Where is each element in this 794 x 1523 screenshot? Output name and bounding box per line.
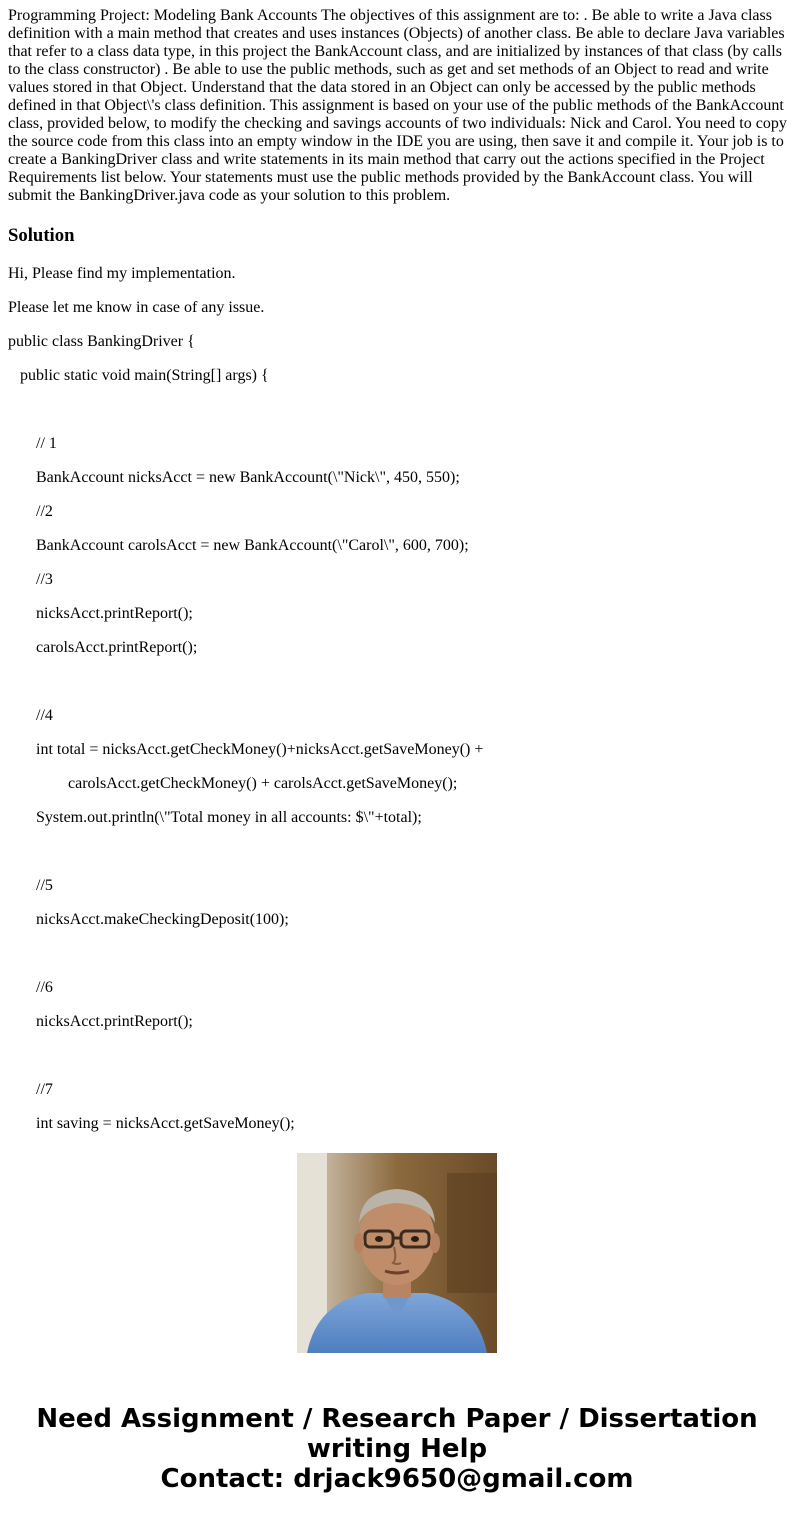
code-line: carolsAcct.printReport(); [8, 639, 198, 656]
promo-contact: Contact: drjack9650@gmail.com [160, 1464, 634, 1494]
code-line: int saving = nicksAcct.getSaveMoney(); [8, 1115, 295, 1132]
text-line: Hi, Please find my implementation. [8, 265, 236, 282]
code-line: BankAccount carolsAcct = new BankAccount(\"Carol\", 600, 700); [8, 537, 469, 554]
code-line: public static void main(String[] args) { [8, 367, 269, 384]
code-line: nicksAcct.makeCheckingDeposit(100); [8, 911, 289, 928]
code-line: //3 [8, 571, 53, 588]
code-line: public class BankingDriver { [8, 333, 195, 350]
text-line: Please let me know in case of any issue. [8, 299, 265, 316]
code-line: System.out.println(\"Total money in all accounts: $\"+total); [8, 809, 422, 826]
code-line: //4 [8, 707, 53, 724]
author-avatar [297, 1153, 497, 1353]
code-line: //5 [8, 877, 53, 894]
promo-line-1: Need Assignment / Research Paper / Dissertation [36, 1404, 758, 1434]
question-text: Programming Project: Modeling Bank Accounts The objectives of this assignment are to: . Be able to write a Java class definition with a main method that creates and uses instances (Objects) of another class. Be able to declare Java variables that refer to a class data type, in this project the BankAccount class, and are initialized by instances of that class (by calls to the class constructor) . Be able to use the public methods, such as get and set methods of an Object to read and write values stored in that Object. Understand that the data stored in an Object can only be accessed by the public methods defined in that Object\'s class definition. This assignment is based on your use of the public methods of the BankAccount class, provided below, to modify the checking and savings accounts of two individuals: Nick and Carol. You need to copy the source code from this class into an empty window in the IDE you are using, then save it and compile it. Your job is to create a BankingDriver class and write statements in its main method that carry out the actions specified in the Project Requirements list below. Your statements must use the public methods provided by the BankAccount class. You will submit the BankingDriver.java code as your solution to this problem. [8, 7, 787, 204]
solution-heading: Solution [8, 225, 75, 246]
code-line: BankAccount nicksAcct = new BankAccount(\"Nick\", 450, 550); [8, 469, 460, 486]
code-line: carolsAcct.getCheckMoney() + carolsAcct.getSaveMoney(); [8, 775, 458, 792]
code-line: // 1 [8, 435, 57, 452]
solution-body [0, 262, 794, 1132]
code-line: //6 [8, 979, 53, 996]
code-line: int total = nicksAcct.getCheckMoney()+nicksAcct.getSaveMoney() + [8, 741, 484, 758]
code-line: //7 [8, 1081, 53, 1098]
code-line: nicksAcct.printReport(); [8, 605, 193, 622]
promo-banner [0, 1404, 794, 1494]
code-line: nicksAcct.printReport(); [8, 1013, 193, 1030]
promo-line-2: writing Help [306, 1434, 488, 1464]
code-line: //2 [8, 503, 53, 520]
